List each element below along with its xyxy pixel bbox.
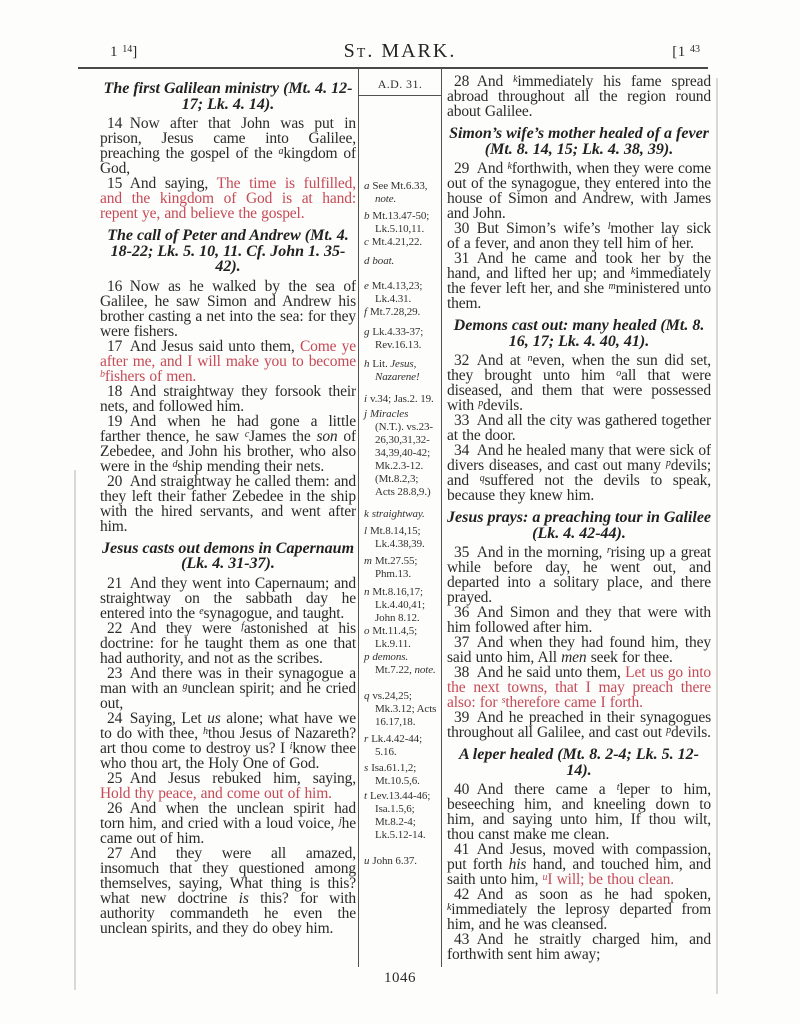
reference-text: v.34; Jas.2. 19. [369,393,434,405]
reference-text: straightway. [371,508,425,520]
verse-text: 23 And there was in their synagogue a man with an [100,664,356,697]
verse-text: 42 And as soon as he had spoken, [454,886,711,903]
verse-text: James the [249,427,317,445]
section-heading: The first Galilean ministry (Mt. 4. 12-17; Lk. 4. 14). [103,80,353,113]
margin-reference-q [364,690,437,729]
verse-text: forthwith, when they were come out of the synagogue, they entered into the house of Simon and Andrew, with James and John. [447,160,711,222]
margin-reference-f [364,306,437,319]
ref-letter-sup: e [199,605,204,617]
verse-text: ministered unto them. [447,280,711,312]
reference-letter: d [364,255,370,267]
verse-41 [447,842,711,887]
verse-16 [100,279,356,339]
ref-letter-sup: p [665,458,671,469]
margin-reference-c [364,236,437,249]
verse-31 [447,251,711,311]
red-letter-ref-sup: u [542,872,548,883]
verse-text-italic: men [561,649,587,666]
verse-text: suffered not the devils to speak, because they knew him. [447,472,711,504]
red-letter-text: Hold thy peace, and come out of him. [100,784,332,802]
margin-reference-e [364,280,437,306]
reference-text: demons. [372,651,409,663]
ref-letter-sup: h [203,725,208,737]
reference-letter: b [364,210,370,222]
verse-text: 16 Now as he walked by the sea of Galilee, he saw Simon and Andrew his brother casting a net into the sea: for they were fishers. [100,277,356,340]
ref-letter-sup: o [616,368,622,379]
verse-42 [447,887,711,932]
reference-text: Isa.61.1,2; Mt.10.5,6. [371,762,420,787]
verse-39 [447,710,711,740]
verse-text: 39 And he preached in their synagogues throughout all Galilee, and cast out [447,709,711,741]
verse-text: 14 Now after that John was put in prison, Jesus came into Galilee, preaching the gospel of the [100,115,356,162]
verse-text: this? for with authority commandeth he even the unclean spirits, and they do obey him. [100,889,356,937]
verse-text: all that were diseased, and them that were possessed with [447,367,711,414]
reference-letter: g [364,326,370,338]
reference-text: John 6.37. [372,855,417,867]
margin-reference-d [364,255,437,268]
verse-22 [100,621,356,666]
verse-text: 40 And there came a [454,781,617,798]
reference-text: Lev.13.44-46; Isa.1.5,6; Mt.8.2-4; Lk.5.12-14. [369,790,431,841]
verse-32 [447,353,711,413]
verse-14 [100,116,356,176]
reference-text: note. [375,193,397,205]
verse-25 [100,771,356,801]
verse-text: 20 And straightway he called them: and they left their father Zebedee in the ship with the hired servants, and went after him. [100,472,356,535]
verse-27 [100,846,356,936]
verse-text: 43 And he straitly charged him, and forthwith sent him away; [447,931,711,963]
reference-letter: u [364,855,370,867]
reference-letter: f [364,306,367,318]
reference-text: See Mt.6.33, [372,180,428,192]
red-letter-text: Come ye after me, and I will make you to become [100,337,356,370]
ref-letter-sup: i [289,740,293,752]
margin-reference-h [364,358,437,384]
reference-text: Lit. [372,358,391,370]
verse-text: 28 And [454,74,514,90]
reference-text: (N.T.). vs.23-26,30,31,32-34,39,40-42; Mk.2.3-12. (Mt.8.2,3; Acts 28.8,9.) [375,421,433,498]
reference-text: Lk.4.33-37; Rev.16.13. [372,326,424,351]
verse-text: 26 And when the unclean spirit had torn him, and cried with a loud voice, [100,799,356,832]
section-heading: Demons cast out: many healed (Mt. 8. 16, 17; Lk. 4. 40, 41). [453,317,705,350]
verse-23 [100,666,356,711]
margin-reference-b [364,210,437,236]
margin-reference-l [364,525,437,551]
verse-text: devils; and [447,457,711,489]
verse-text: 30 But Simon’s wife’s [454,220,608,237]
verse-34 [447,443,711,503]
reference-text: Mt.13.47-50; Lk.5.10,11. [372,210,430,235]
verse-29 [447,161,711,221]
verse-text: even, when the sun did set, they brought unto him [447,352,711,384]
left-text-column [100,74,356,972]
ref-letter-sup: t [616,782,620,793]
reference-text: Lk.4.42-44; 5.16. [371,733,423,758]
center-reference-column [358,68,442,967]
verse-21 [100,576,356,621]
margin-reference-g [364,326,437,352]
reference-text: Mt.7.28,29. [369,306,421,318]
margin-reference-r [364,733,437,759]
verse-text: 36 And Simon and they that were with him followed after him. [447,604,711,636]
ref-letter-sup: k [630,266,636,277]
margin-reference-t [364,790,437,842]
verse-43 [447,932,711,962]
page-edge-left [74,470,76,990]
verse-19 [100,414,356,474]
verse-text: of Zebedee, and John his brother, who also were in the [100,427,356,475]
verse-text-italic: is [238,889,249,907]
folio-left-verse: 14 [122,44,133,55]
ref-letter-sup: g [182,680,188,692]
ref-letter-sup: k [447,902,452,913]
reference-letter: s [364,762,369,774]
red-letter-ref-sup: b [100,368,105,380]
margin-reference-k [364,508,437,521]
reference-letter: k [364,508,369,520]
section-heading: Jesus prays: a preaching tour in Galilee (Lk. 4. 42-44). [447,509,711,542]
verse-33 [447,413,711,443]
verse-36 [447,605,711,635]
verse-26 [100,801,356,846]
section-heading: Simon’s wife’s mother healed of a fever (Mt. 8. 14, 15; Lk. 4. 38, 39). [449,125,709,158]
margin-reference-j [364,408,437,499]
folio-right-verse: 43 [690,44,700,55]
verse-text: 21 And they went into Capernaum; and straightway on the sabbath day he entered into the [100,574,356,622]
reference-letter: a [364,180,370,192]
verse-text: 22 And they were [107,619,242,637]
ref-letter-sup: r [606,545,611,556]
red-letter-text: Let us go into the next towns, that I may preach there also: for [447,664,711,711]
verse-text: 33 And all the city was gathered together at the door. [447,412,711,444]
ref-letter-sup: p [666,725,671,736]
verse-text: ship mending their nets. [177,457,325,475]
verse-text-italic: his [508,856,527,873]
verse-text: astonished at his doctrine: for he taught them as one that had authority, and not as the scribes. [100,619,356,667]
ref-letter-sup: a [278,146,284,157]
reference-letter: t [364,790,367,802]
page-edge-right [716,78,718,994]
verse-15 [100,176,356,221]
verse-text: immediately his fame spread abroad throughout all the region round about Galilee. [447,74,711,120]
verse-text: know thee who thou art, the Holy One of God. [100,739,356,772]
red-letter-text: therefore came I forth. [505,694,643,711]
verse-40 [447,782,711,842]
folio-left-bracket: ] [132,44,138,60]
verse-text: mother lay sick of a fever, and anon they tell him of her. [447,220,711,252]
verse-text: 27 And they were all amazed, insomuch that they questioned among themselves, saying, What thing is this? what new doctrine [100,844,356,907]
reference-letter: n [364,586,370,598]
ref-letter-sup: c [244,428,250,440]
reference-text: Miracles [369,408,409,420]
verse-text: hand, and touched him, and saith unto him, [447,856,711,888]
reference-text: Mt.8.14,15; Lk.4.38,39. [369,525,425,550]
red-letter-ref-sup: s [501,695,506,706]
verse-text: alone; what have we to do with thee, [100,709,356,742]
verse-24 [100,711,356,771]
verse-text: immediately the leprosy departed from him, and he was cleansed. [447,901,711,933]
verse-text: 35 And in the morning, [454,544,607,561]
reference-letter: e [364,280,369,292]
ad-date-label: A.D. 31. [377,77,423,91]
reference-letter: c [364,236,369,248]
ref-letter-sup: l [607,221,611,232]
verse-text: 19 And when he had gone a little farther thence, he saw [100,412,356,445]
reference-letter: m [364,555,372,567]
ref-letter-sup: q [479,473,485,484]
page-number: 1046 [384,970,416,986]
verse-text-italic: son [316,427,338,445]
verse-text: 18 And straightway they forsook their nets, and followed him. [100,382,356,415]
ref-letter-sup: f [241,620,244,632]
ref-letter-sup: m [608,281,616,292]
margin-reference-a [364,180,437,206]
verse-text: 17 And Jesus said unto them, [107,337,300,355]
verse-text: 37 And when they had found him, they said unto him, All [447,634,711,666]
margin-reference-m [364,555,437,581]
reference-letter: q [364,690,370,702]
verse-text: 25 And Jesus rebuked him, saying, [107,769,356,787]
red-letter-text: The time is fulfilled, and the kingdom of God is at hand: repent ye, and believe the gospel. [100,175,356,222]
reference-text: Jesus, Nazarene! [375,358,420,383]
verse-text: thou Jesus of Nazareth? art thou come to destroy us? I [100,724,356,757]
running-head-title: St. MARK. [343,40,457,62]
verse-text: 24 Saying, Let [107,709,208,727]
folio-right-bracket: [ [672,44,678,60]
verse-text: 31 And he came and took her by the hand, and lifted her up; and [447,250,711,282]
margin-references [359,180,441,868]
verse-text: kingdom of God, [100,145,356,177]
red-letter-text: fishers of men. [104,367,197,385]
verse-text-italic: us [207,709,221,727]
margin-reference-s [364,762,437,788]
folio-left-chapter: 1 [110,44,118,60]
margin-reference-n [364,586,437,625]
verse-20 [100,474,356,534]
reference-letter: r [364,733,369,745]
verse-text: 38 And he said unto them, [454,664,626,681]
verse-30 [447,221,711,251]
verse-text: 15 And saying, [107,175,217,192]
margin-reference-o [364,625,437,651]
section-heading: A leper healed (Mt. 8. 2-4; Lk. 5. 12-14). [459,746,699,779]
reference-text: note. [414,664,436,676]
margin-reference-u [364,855,437,868]
verse-text: devils. [483,397,523,414]
reference-letter: i [364,393,367,405]
ad-date-rule [359,95,441,96]
reference-letter: h [364,358,370,370]
verse-text: 41 And Jesus, moved with compassion, put forth [447,841,711,873]
verse-text: leper to him, beseeching him, and kneeling down to him, and saying unto him, If thou wilt, thou canst make me clean. [447,781,711,843]
reference-text: boat. [372,255,395,267]
verse-text: synagogue, and taught. [203,604,345,622]
verse-17 [100,339,356,384]
ref-letter-sup: n [527,353,533,364]
verse-text: 29 And [454,160,508,177]
folio-right-chapter: 1 [677,44,686,60]
margin-reference-i [364,393,437,406]
verse-35 [447,545,711,605]
reference-text: Mt.4.21,22. [371,236,423,248]
reference-text: Mt.7.22, [375,664,415,676]
verse-text: 34 And he healed many that were sick of divers diseases, and cast out many [447,442,711,474]
verse-text: devils. [671,724,711,741]
verse-text: rising up a great while before day, he went out, and departed into a solitary place, and there prayed. [447,544,711,606]
reference-text: Mt.27.55; Phm.13. [374,555,418,580]
reference-letter: l [364,525,367,537]
verse-18 [100,384,356,414]
ref-letter-sup: j [339,815,342,827]
reference-letter: j [364,408,367,420]
reference-text: Mt.4.13,23; Lk.4.31. [371,280,423,305]
margin-reference-p [364,651,437,677]
verse-38 [447,665,711,710]
reference-letter: p [364,651,370,663]
verse-text: immediately the fever left her, and she [447,265,711,297]
verse-text: seek for thee. [586,649,673,666]
folio-right [672,44,700,61]
verse-28 [447,74,711,119]
reference-text: Mt.11.4,5; Lk.9.11. [372,625,418,650]
verse-text: he came out of him. [100,814,356,847]
reference-letter: o [364,625,370,637]
right-text-column [447,74,711,972]
ref-letter-sup: p [478,398,484,409]
section-heading: Jesus casts out demons in Capernaum (Lk. 4. 31-37). [101,539,355,572]
ref-letter-sup: d [172,458,178,470]
red-letter-text: I will; be thou clean. [547,871,674,888]
reference-text: Mt.8.16,17; Lk.4.40,41; John 8.12. [372,586,425,624]
verse-text: unclean spirit; and he cried out, [100,679,356,712]
ref-letter-sup: k [513,74,518,85]
section-heading: The call of Peter and Andrew (Mt. 4. 18-22; Lk. 5. 10, 11. Cf. John 1. 35-42). [107,227,349,275]
ref-letter-sup: k [507,161,512,172]
verse-text: 32 And at [454,352,528,369]
reference-text: vs.24,25; Mk.3.12; Acts 16.17,18. [372,690,437,728]
verse-37 [447,635,711,665]
